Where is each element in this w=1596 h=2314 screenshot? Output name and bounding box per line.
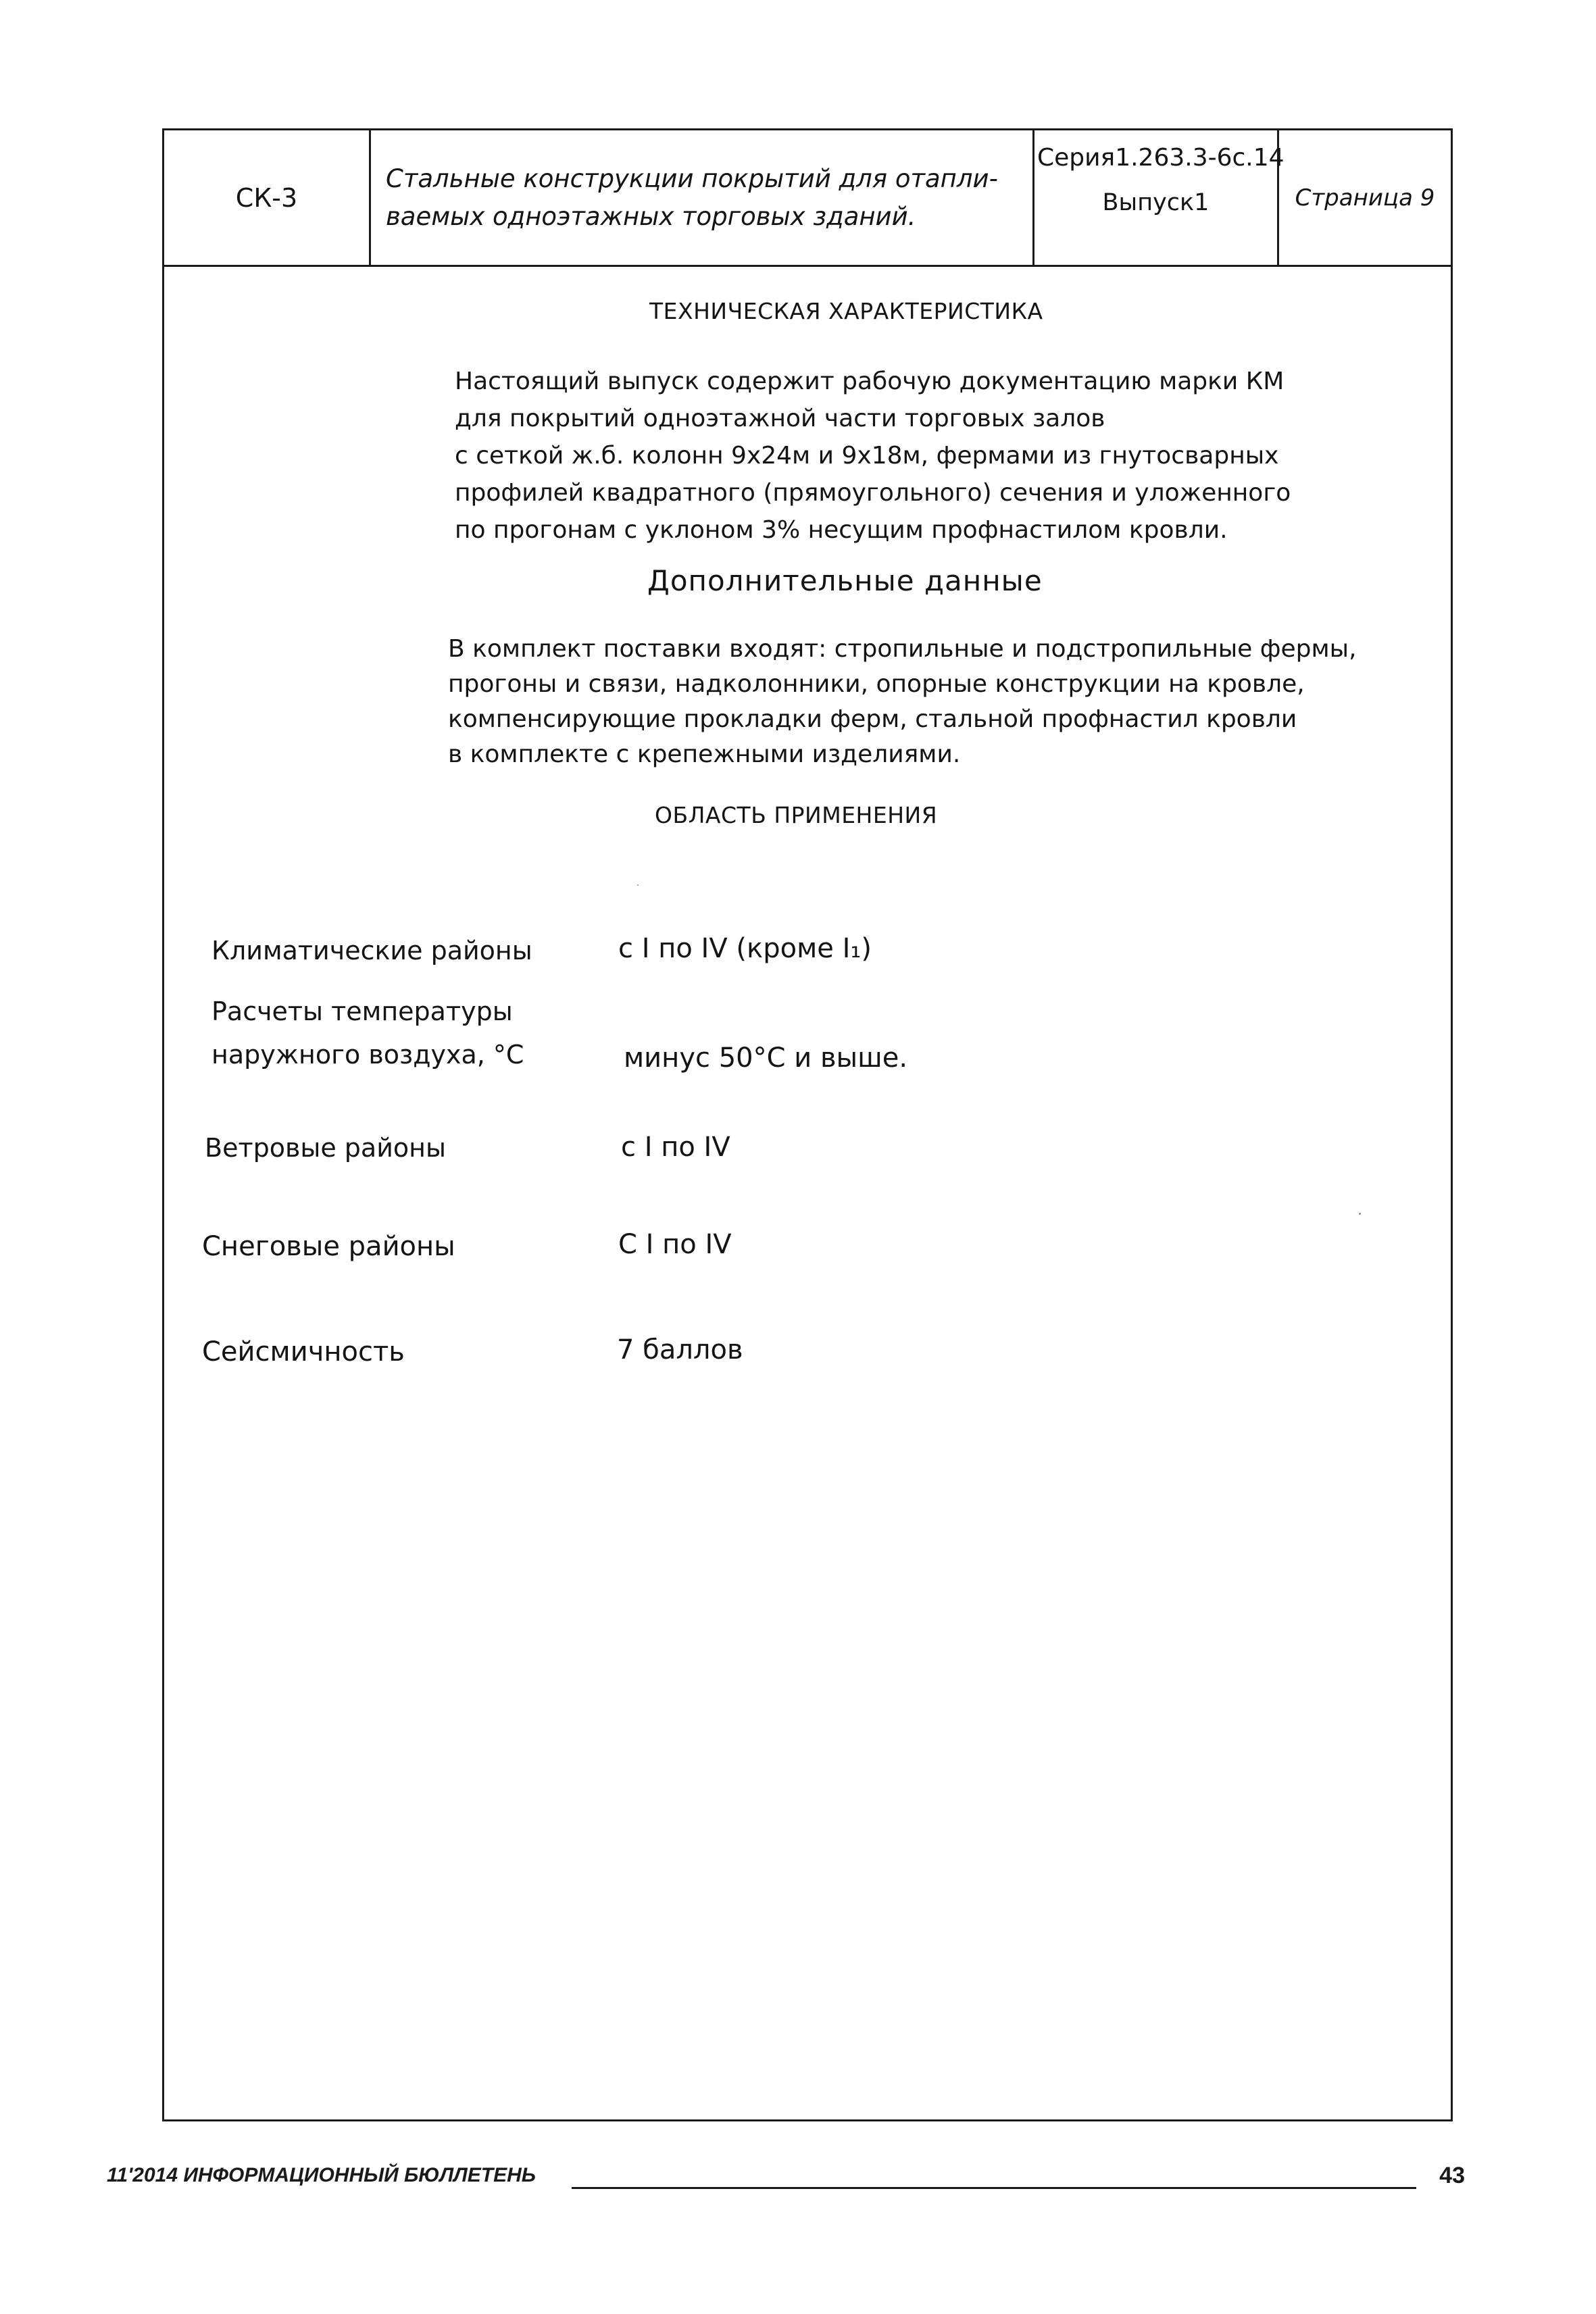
scan-speck — [1359, 1213, 1361, 1215]
drawing-code-cell — [164, 130, 371, 265]
technical-line: по прогонам с уклоном 3% несущим профнастилом кровли. — [455, 516, 1228, 544]
additional-heading: Дополнительные данные — [647, 564, 1043, 597]
application-value: 7 баллов — [617, 1334, 743, 1365]
application-label-line: Расчеты температуры — [211, 997, 513, 1026]
sheet-page-label: Страница 9 — [1295, 184, 1435, 211]
series-number: Серия1.263.3-6с.14 — [1037, 144, 1285, 172]
drawing-title-cell — [371, 130, 1034, 265]
application-heading: ОБЛАСТЬ ПРИМЕНЕНИЯ — [655, 802, 938, 828]
drawing-sheet — [162, 128, 1453, 2121]
issue-number: Выпуск1 — [1102, 189, 1210, 216]
technical-description — [455, 363, 1291, 549]
application-label: Сейсмичность — [202, 1336, 405, 1367]
application-label — [211, 990, 524, 1076]
application-label: Климатические районы — [211, 936, 532, 965]
sheet-page-cell — [1279, 130, 1451, 265]
application-value: минус 50°С и выше. — [624, 1042, 908, 1074]
supply-description — [448, 632, 1357, 772]
technical-line: для покрытий одноэтажной части торговых залов — [455, 405, 1105, 432]
page-footer — [107, 2164, 1465, 2205]
drawing-title-line-2: ваемых одноэтажных торговых зданий. — [386, 201, 916, 231]
supply-line: прогоны и связи, надколонники, опорные конструкции на кровле, — [448, 670, 1305, 698]
drawing-title-line-1: Стальные конструкции покрытий для отапли- — [386, 164, 998, 193]
technical-heading: ТЕХНИЧЕСКАЯ ХАРАКТЕРИСТИКА — [649, 298, 1043, 324]
technical-line: с сеткой ж.б. колонн 9х24м и 9х18м, фермами из гнутосварных — [455, 442, 1279, 470]
footer-rule — [572, 2187, 1416, 2189]
application-label: Снеговые районы — [202, 1231, 455, 1262]
application-value: с I по IV (кроме I₁) — [618, 933, 872, 964]
series-cell — [1034, 130, 1285, 265]
application-value: С I по IV — [618, 1229, 732, 1260]
page-number: 43 — [1439, 2163, 1465, 2188]
supply-line: компенсирующие прокладки ферм, стальной профнастил кровли — [448, 705, 1297, 733]
supply-line: в комплекте с крепежными изделиями. — [448, 740, 961, 768]
application-label: Ветровые районы — [205, 1133, 447, 1163]
supply-line: В комплект поставки входят: стропильные и подстропильные фермы, — [448, 635, 1357, 663]
technical-line: профилей квадратного (прямоугольного) сечения и уложенного — [455, 479, 1291, 507]
bulletin-title: 11'2014 ИНФОРМАЦИОННЫЙ БЮЛЛЕТЕНЬ — [107, 2164, 537, 2186]
application-value: с I по IV — [621, 1132, 730, 1163]
drawing-code: СК-3 — [235, 182, 298, 213]
title-block — [164, 130, 1451, 267]
scan-speck — [637, 884, 639, 886]
technical-line: Настоящий выпуск содержит рабочую документацию марки КМ — [455, 368, 1285, 395]
application-label-line: наружного воздуха, °С — [211, 1040, 524, 1070]
